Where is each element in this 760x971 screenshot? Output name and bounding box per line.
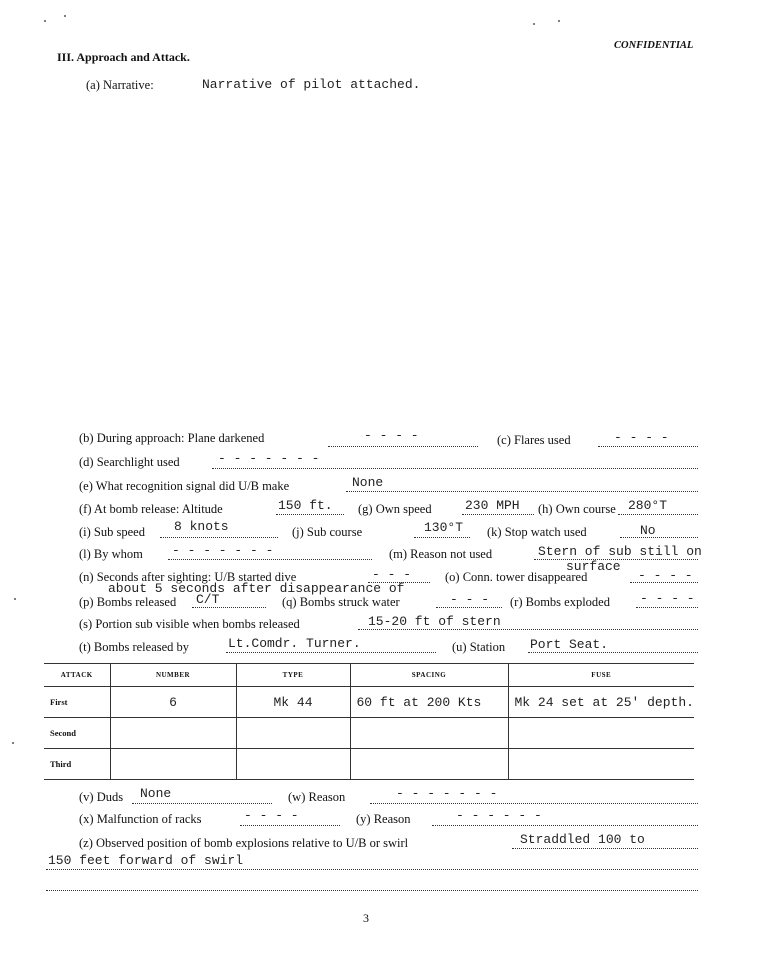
field-w-value: - - - - - - - bbox=[396, 786, 498, 801]
scan-speck bbox=[12, 742, 14, 744]
scan-speck bbox=[44, 20, 46, 22]
field-c-label: (c) Flares used bbox=[497, 433, 571, 447]
row-label: Third bbox=[44, 749, 110, 780]
field-n-label: (n) Seconds after sighting: U/B started dive bbox=[79, 570, 297, 584]
field-m-value: Stern of sub still on bbox=[538, 544, 702, 559]
number-cell bbox=[110, 749, 236, 780]
fuse-cell bbox=[508, 718, 694, 749]
field-i-label: (i) Sub speed bbox=[79, 525, 145, 539]
field-z-label: (z) Observed position of bomb explosions relative to U/B or swirl bbox=[79, 836, 409, 850]
field-f-line bbox=[276, 514, 344, 515]
column-header: ATTACK bbox=[44, 664, 110, 687]
field-j-label: (j) Sub course bbox=[292, 525, 363, 539]
column-header: SPACING bbox=[350, 664, 508, 687]
table-row bbox=[44, 687, 694, 718]
field-x-label: (x) Malfunction of racks bbox=[79, 812, 202, 826]
field-q-label: (q) Bombs struck water bbox=[282, 595, 400, 609]
field-v-line bbox=[132, 803, 272, 804]
section-title: III. Approach and Attack. bbox=[57, 50, 190, 64]
field-b-label: (b) During approach: Plane darkened bbox=[79, 431, 265, 445]
field-t-label: (t) Bombs released by bbox=[79, 640, 190, 654]
spacing-cell: 60 ft at 200 Kts bbox=[350, 687, 508, 718]
narrative-label: (a) Narrative: bbox=[86, 78, 154, 92]
field-f-label: (f) At bomb release: Altitude bbox=[79, 502, 223, 516]
field-f-value: 150 ft. bbox=[278, 498, 333, 513]
scan-speck bbox=[558, 20, 560, 22]
field-s-label: (s) Portion sub visible when bombs released bbox=[79, 617, 300, 631]
field-h-label: (h) Own course bbox=[538, 502, 616, 516]
row-label: Second bbox=[44, 718, 110, 749]
field-d-label: (d) Searchlight used bbox=[79, 455, 180, 469]
field-m-label: (m) Reason not used bbox=[389, 547, 493, 561]
number-cell bbox=[110, 718, 236, 749]
field-o-value: - - - - bbox=[638, 568, 693, 583]
field-l-label: (l) By whom bbox=[79, 547, 143, 561]
field-z-line bbox=[512, 848, 698, 849]
field-n-value: - - - bbox=[372, 567, 412, 582]
field-g-label: (g) Own speed bbox=[358, 502, 432, 516]
row-label: First bbox=[44, 687, 110, 718]
page-number: 3 bbox=[363, 911, 369, 925]
number-cell: 6 bbox=[110, 687, 236, 718]
field-z-line-2 bbox=[46, 869, 698, 870]
field-m-value-line2: surface bbox=[566, 559, 621, 574]
field-b-value: - - - - bbox=[364, 428, 419, 443]
field-z-line-3 bbox=[46, 890, 698, 891]
field-r-line bbox=[636, 607, 698, 608]
field-g-line bbox=[462, 514, 534, 515]
type-cell bbox=[236, 718, 350, 749]
field-t-value: Lt.Comdr. Turner. bbox=[228, 636, 361, 651]
field-y-label: (y) Reason bbox=[356, 812, 411, 826]
column-header: FUSE bbox=[508, 664, 694, 687]
field-w-line bbox=[370, 803, 698, 804]
field-k-label: (k) Stop watch used bbox=[487, 525, 587, 539]
field-d-line bbox=[212, 468, 698, 469]
narrative-value: Narrative of pilot attached. bbox=[202, 77, 421, 92]
field-o-label: (o) Conn. tower disappeared bbox=[445, 570, 588, 584]
field-z-value-line2: 150 feet forward of swirl bbox=[48, 853, 244, 868]
field-q-line bbox=[436, 607, 502, 608]
spacing-cell bbox=[350, 718, 508, 749]
field-s-line bbox=[358, 629, 698, 630]
field-y-line bbox=[432, 825, 698, 826]
classification-marking: CONFIDENTIAL bbox=[614, 40, 694, 51]
field-i-value: 8 knots bbox=[174, 519, 229, 534]
field-w-label: (w) Reason bbox=[288, 790, 346, 804]
field-h-value: 280°T bbox=[628, 498, 668, 513]
field-k-value: No bbox=[640, 523, 656, 538]
field-x-value: - - - - bbox=[244, 808, 299, 823]
field-e-line bbox=[346, 491, 698, 492]
scan-speck bbox=[64, 15, 66, 17]
field-y-value: - - - - - - bbox=[456, 808, 542, 823]
field-p-value: C/T bbox=[196, 592, 220, 607]
field-r-value: - - - - bbox=[640, 591, 695, 606]
field-d-value: - - - - - - - bbox=[218, 451, 320, 466]
type-cell bbox=[236, 749, 350, 780]
field-n-continuation: about 5 seconds after disappearance of bbox=[108, 581, 405, 596]
field-k-line bbox=[620, 537, 698, 538]
table-row bbox=[44, 718, 694, 749]
field-u-line bbox=[528, 652, 698, 653]
bomb-table bbox=[44, 663, 694, 780]
spacing-cell bbox=[350, 749, 508, 780]
field-p-label: (p) Bombs released bbox=[79, 595, 177, 609]
field-u-label: (u) Station bbox=[452, 640, 506, 654]
field-p-line bbox=[192, 607, 266, 608]
field-b-line bbox=[328, 446, 478, 447]
field-x-line bbox=[240, 825, 340, 826]
column-header: NUMBER bbox=[110, 664, 236, 687]
field-c-value: - - - - bbox=[614, 430, 669, 445]
field-c-line bbox=[598, 446, 698, 447]
fuse-cell: Mk 24 set at 25' depth. bbox=[508, 687, 694, 718]
field-h-line bbox=[618, 514, 698, 515]
type-cell: Mk 44 bbox=[236, 687, 350, 718]
bomb-table-header-row bbox=[44, 664, 694, 687]
field-l-value: - - - - - - - bbox=[172, 543, 274, 558]
field-s-value: 15-20 ft of stern bbox=[368, 614, 501, 629]
field-j-line bbox=[414, 537, 470, 538]
field-l-line bbox=[168, 559, 372, 560]
field-q-value: - - - bbox=[450, 592, 490, 607]
scan-speck bbox=[14, 598, 16, 600]
field-u-value: Port Seat. bbox=[530, 637, 609, 652]
table-row bbox=[44, 749, 694, 780]
field-v-label: (v) Duds bbox=[79, 790, 124, 804]
fuse-cell bbox=[508, 749, 694, 780]
column-header: TYPE bbox=[236, 664, 350, 687]
field-e-value: None bbox=[352, 475, 384, 490]
field-i-line bbox=[160, 537, 278, 538]
scan-speck bbox=[533, 23, 535, 25]
field-r-label: (r) Bombs exploded bbox=[510, 595, 610, 609]
field-j-value: 130°T bbox=[424, 520, 464, 535]
field-g-value: 230 MPH bbox=[465, 498, 520, 513]
field-e-label: (e) What recognition signal did U/B make bbox=[79, 479, 290, 493]
field-t-line bbox=[226, 652, 436, 653]
field-z-value: Straddled 100 to bbox=[520, 832, 645, 847]
field-v-value: None bbox=[140, 786, 172, 801]
